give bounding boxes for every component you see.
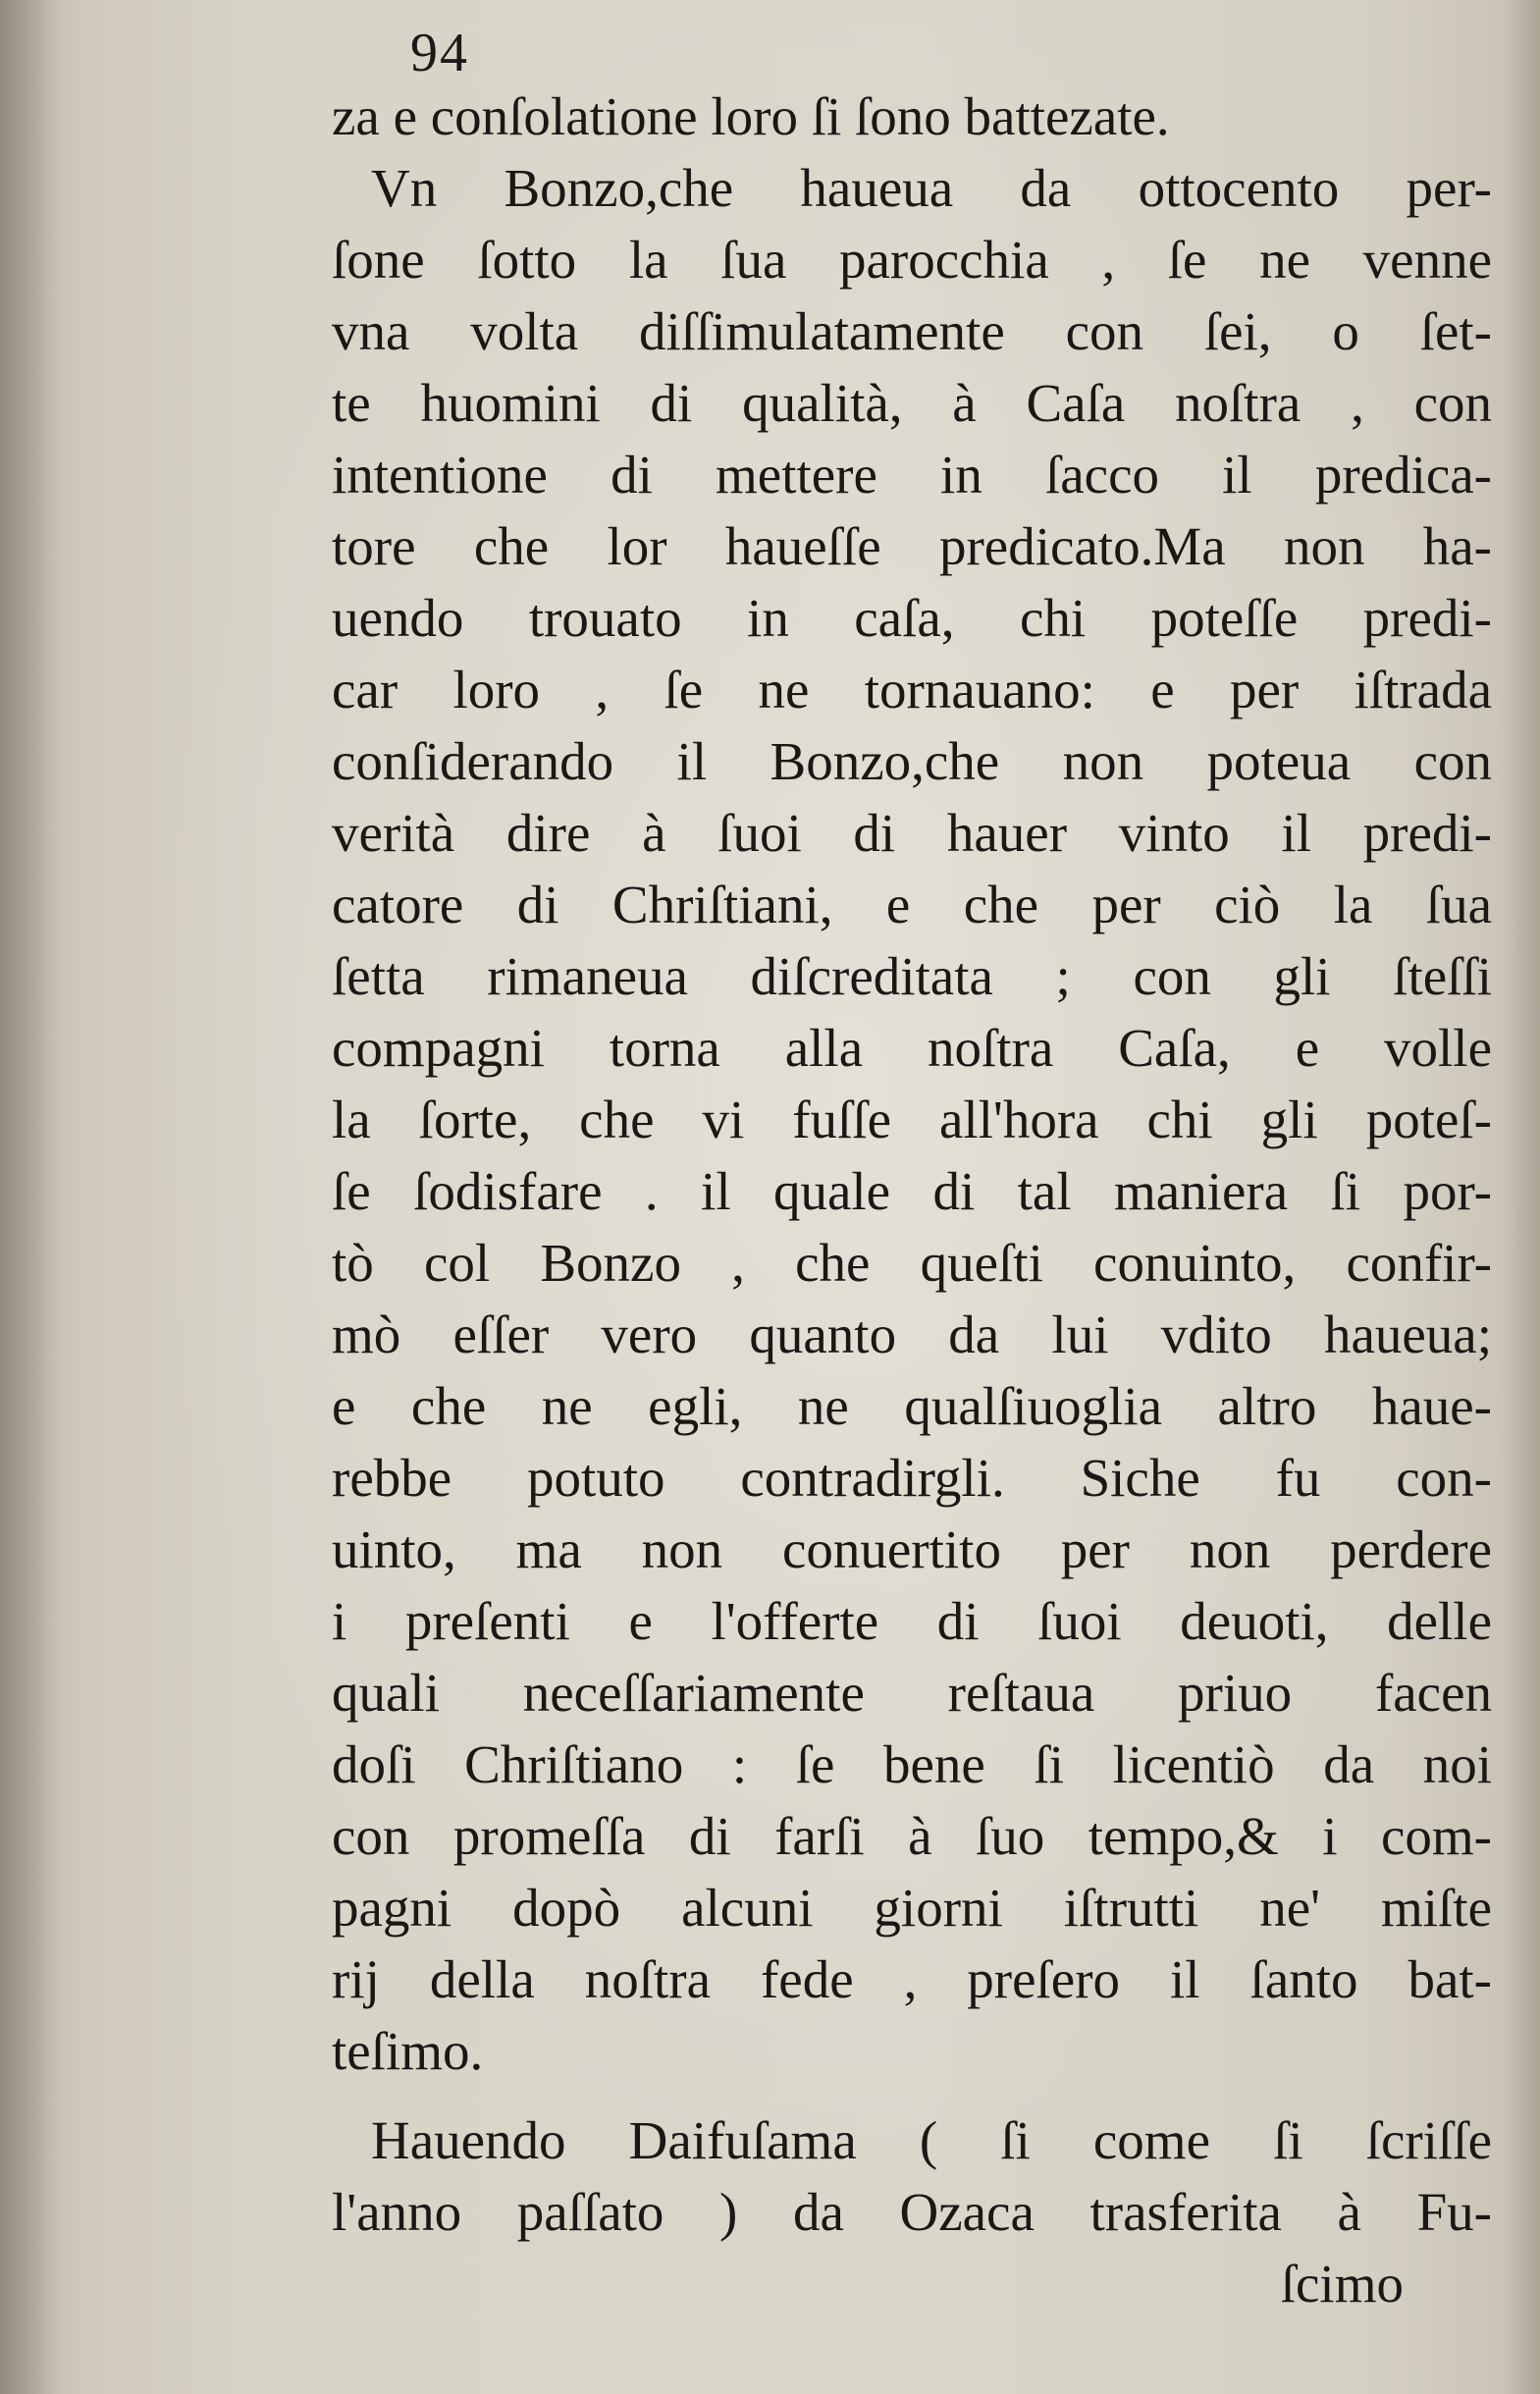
text-line: e che ne egli, ne qualſiuoglia altro haue- (332, 1376, 1492, 1436)
text-line: rij della noſtra fede , preſero il ſanto bat- (332, 1949, 1492, 2009)
text-line: intentione di mettere in ſacco il predica- (332, 445, 1492, 505)
body-text (332, 80, 1492, 2319)
text-line: ſone ſotto la ſua parocchia , ſe ne venne (332, 230, 1492, 290)
text-line: vna volta diſſimulatamente con ſei, o ſet- (332, 301, 1492, 361)
text-line: tore che lor haueſſe predicato.Ma non ha- (332, 516, 1492, 576)
text-line: teſimo. (332, 2021, 484, 2081)
text-line: rebbe potuto contradirgli. Siche fu con- (332, 1448, 1492, 1508)
text-line: ſetta rimaneua diſcreditata ; con gli ſteſſi (332, 946, 1492, 1006)
gutter-shadow (0, 0, 59, 2394)
text-line: uendo trouato in caſa, chi poteſſe predi- (332, 588, 1492, 648)
text-line: car loro , ſe ne tornauano: e per iſtrada (332, 660, 1492, 719)
page-edge-shadow (1501, 0, 1540, 2394)
text-line: mò eſſer vero quanto da lui vdito haueua; (332, 1304, 1492, 1364)
text-line: doſi Chriſtiano : ſe bene ſi licentiò da noi (332, 1734, 1492, 1794)
text-line: za e conſolatione loro ſi ſono battezate. (332, 86, 1170, 146)
text-line: pagni dopò alcuni giorni iſtrutti ne' miſte (332, 1878, 1492, 1938)
text-line: conſiderando il Bonzo,che non poteua con (332, 731, 1492, 791)
text-line: te huomini di qualità, à Caſa noſtra , con (332, 373, 1492, 433)
text-line: Vn Bonzo,che haueua da ottocento per- (371, 158, 1492, 218)
text-line: quali neceſſariamente reſtaua priuo facen (332, 1663, 1492, 1723)
text-line: i preſenti e l'offerte di ſuoi deuoti, delle (332, 1591, 1492, 1651)
text-line: con promeſſa di farſi à ſuo tempo,& i com- (332, 1806, 1492, 1866)
text-line: Hauendo Daifuſama ( ſi come ſi ſcriſſe (371, 2110, 1492, 2170)
paragraph-gap (332, 2087, 1492, 2104)
text-line: uinto, ma non conuertito per non perdere (332, 1519, 1492, 1579)
text-line: l'anno paſſato ) da Ozaca trasferita à Fu- (332, 2182, 1492, 2242)
text-line: la ſorte, che vi fuſſe all'hora chi gli poteſ- (332, 1090, 1492, 1149)
text-line: verità dire à ſuoi di hauer vinto il predi- (332, 803, 1492, 863)
text-line: tò col Bonzo , che queſti conuinto, confir- (332, 1233, 1492, 1293)
text-line: catore di Chriſtiani, e che per ciò la ſua (332, 875, 1492, 934)
text-line: compagni torna alla noſtra Caſa, e volle (332, 1018, 1492, 1078)
catchword: ſcimo (1280, 2254, 1404, 2314)
text-line: ſe ſodisfare . il quale di tal maniera ſi por- (332, 1161, 1492, 1221)
page-number: 94 (410, 23, 469, 83)
